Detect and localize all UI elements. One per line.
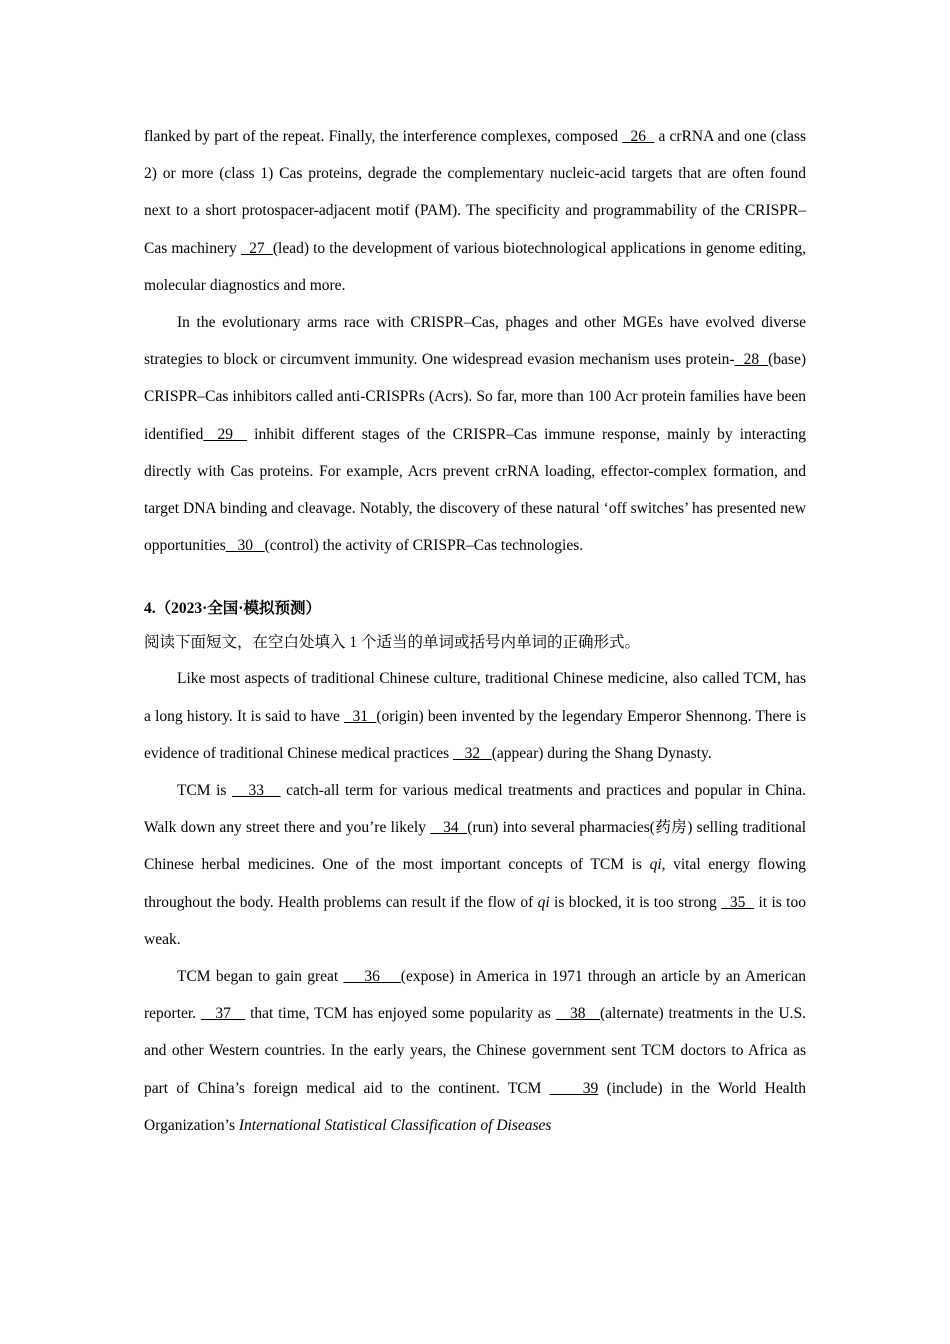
blank-27[interactable]: 27 (240, 239, 273, 257)
blank-39[interactable]: 39 (549, 1079, 599, 1097)
section-spacer (144, 564, 806, 592)
blank-32[interactable]: 32 (453, 744, 492, 762)
blank-33[interactable]: 33 (231, 782, 281, 800)
qi-term: qi (649, 856, 662, 874)
blank-34[interactable]: 34 (430, 819, 468, 837)
blank-36[interactable]: 36 (343, 968, 401, 986)
blank-28[interactable]: 28 (734, 351, 769, 369)
blank-31[interactable]: 31 (344, 707, 377, 725)
paragraph-anti-crispr: In the evolutionary arms race with CRISPR–Cas, phages and other MGEs have evolved diverse strategies to block or circumvent immunity. One widespread evasion mechanism uses protein- 28 (base) CRISPR–Cas inhibitors called anti-CRISPRs (Acrs). So far, more than 100 Acr protein families have been identified 29 inhibit different stages of the CRISPR–Cas immune response, mainly by interacting directly with Cas proteins. For example, Acrs prevent crRNA loading, effector-complex formation, and target DNA binding and cleavage. Notably, the discovery of these natural ‘off switches’ has presented new opportunities 30 (control) the activity of CRISPR–Cas technologies. (144, 314, 807, 555)
blank-37[interactable]: 37 (200, 1005, 246, 1023)
question-heading: 4.（2023·全国·模拟预测） (144, 600, 321, 618)
paragraph-crispr-interference: flanked by part of the repeat. Finally, the interference complexes, composed 26 a crRNA and one (class 2) or more (class 1) Cas proteins, degrade the complementary nucleic-acid targets that are often found next to a short protospacer-adjacent motif (PAM). The specificity and programmability of the CRISPR–Cas machinery 27 (lead) to the development of various biotechnological applications in genome editing, molecular diagnostics and more. (144, 128, 807, 294)
blank-30[interactable]: 30 (225, 537, 265, 555)
question-instruction: 阅读下面短文，在空白处填入 1 个适当的单词或括号内单词的正确形式。 (144, 634, 641, 652)
blank-35[interactable]: 35 (721, 893, 755, 911)
qi-term: qi (537, 893, 550, 911)
paragraph-tcm-west: TCM began to gain great 36 (expose) in America in 1971 through an article by an American reporter. 37 that time, TCM has enjoyed some popularity as 38 (alternate) treatments in the U.S. and other Western countries. In the early years, the Chinese government sent TCM doctors to Africa as part of China’s foreign medical aid to the continent. TCM 39 (include) in the World Health Organization’s International Statistical Classification of Diseases (144, 968, 807, 1134)
blank-38[interactable]: 38 (555, 1005, 600, 1023)
classification-title: International Statistical Classification of Diseases (238, 1116, 552, 1134)
paragraph-tcm-history: Like most aspects of traditional Chinese culture, traditional Chinese medicine, also called TCM, has a long history. It is said to have 31 (origin) been invented by the legendary Emperor Shennong. There is evidence of traditional Chinese medical practices 32 (appear) during the Shang Dynasty. (144, 670, 807, 762)
paragraph-tcm-concepts: TCM is 33 catch-all term for various medical treatments and practices and popular in China. Walk down any street there and you’re likely 34 (run) into several pharmacies(药房) selling traditional Chinese herbal medicines. One of the most important concepts of TCM is qi, vital energy flowing throughout the body. Health problems can result if the flow of qi is blocked, it is too strong 35 it is too weak. (144, 782, 807, 948)
blank-26[interactable]: 26 (622, 128, 655, 145)
document-page (144, 118, 806, 1144)
blank-29[interactable]: 29 (203, 425, 248, 443)
